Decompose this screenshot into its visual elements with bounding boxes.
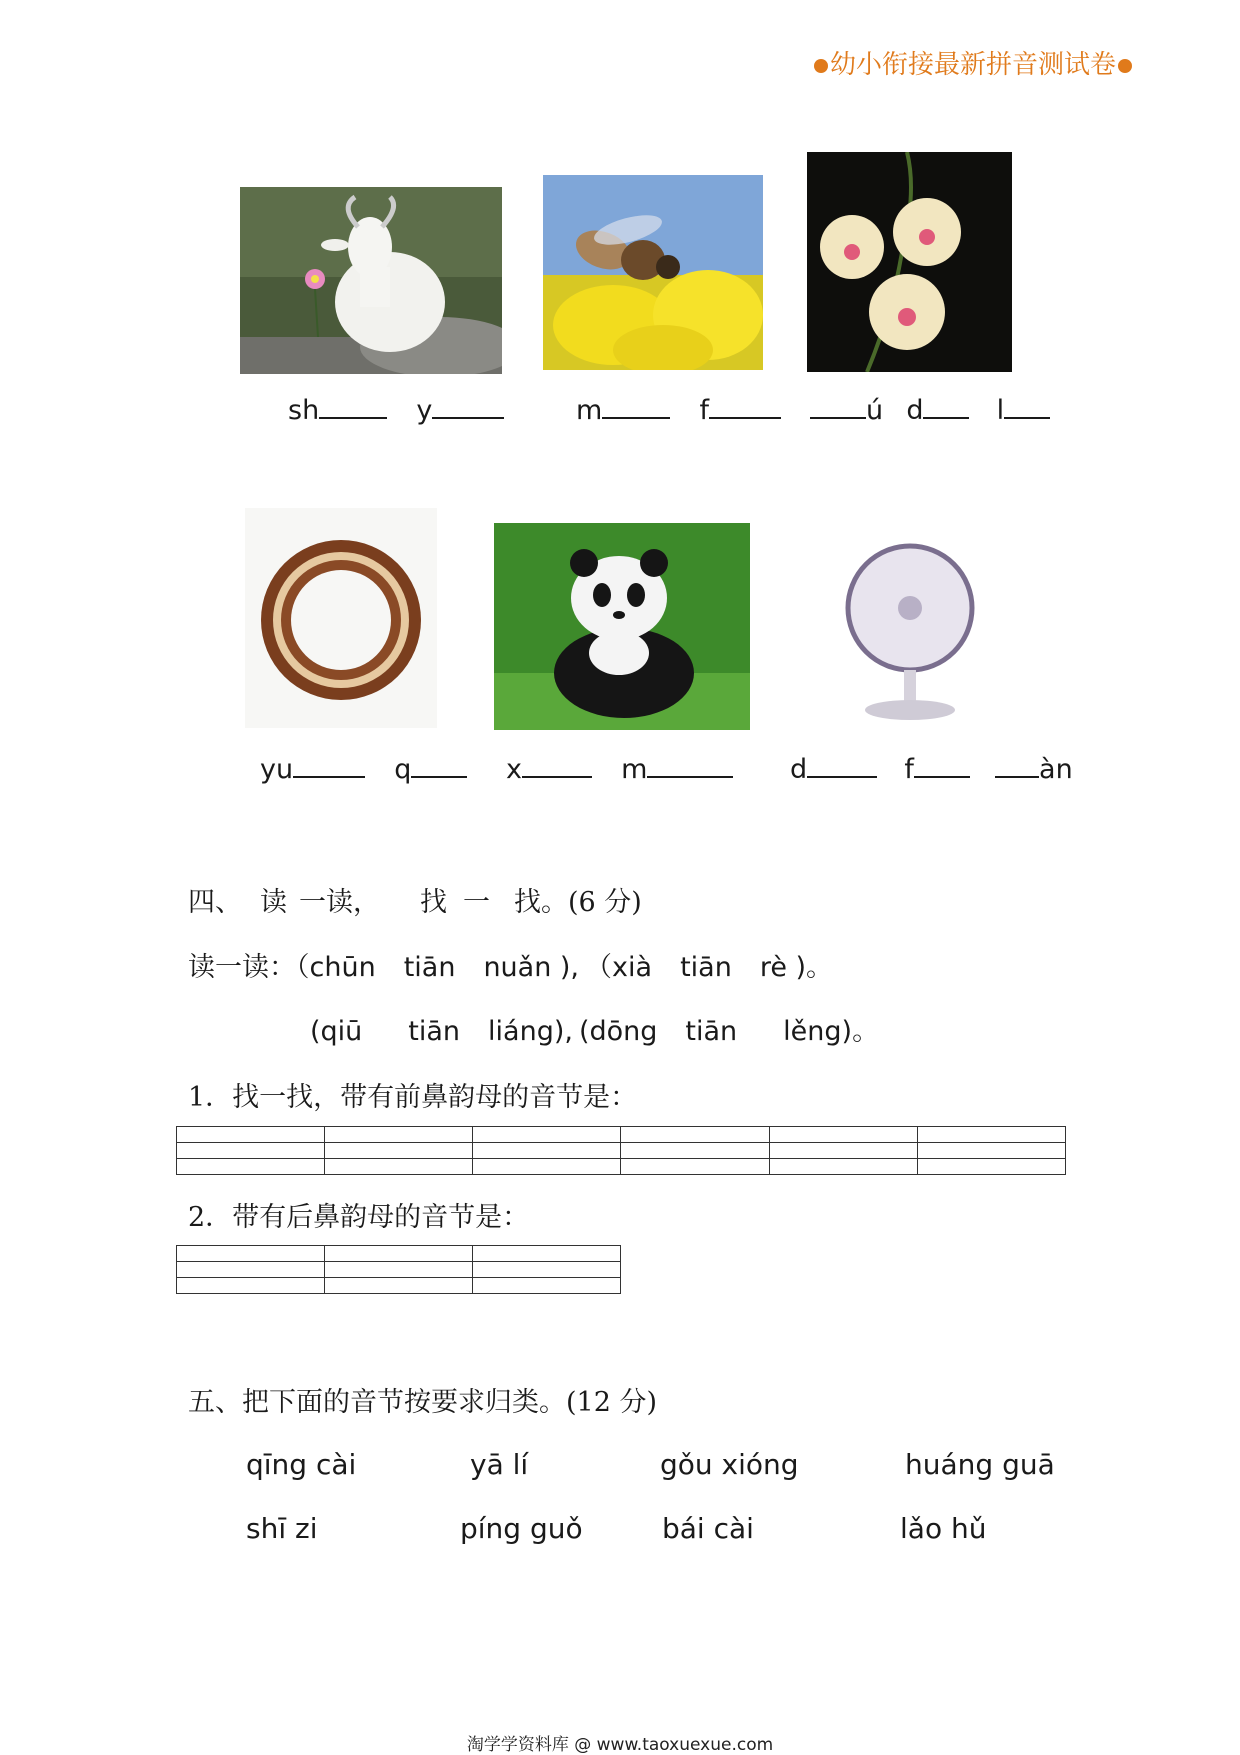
- header-title: 幼小衔接最新拼音测试卷: [830, 50, 1117, 80]
- page-footer: 淘学学资料库 @ www.taoxuexue.com: [466, 1735, 774, 1755]
- answer-blank[interactable]: [319, 393, 387, 419]
- bee-icon: [543, 175, 763, 370]
- pinyin-blank-label: d f àn: [790, 754, 1073, 785]
- syllable-word: gǒu xióng: [660, 1448, 799, 1481]
- pinyin-blank-label: ú d l: [810, 393, 1050, 426]
- section-5-title: 五、把下面的音节按要求归类。(12 分): [188, 1387, 658, 1418]
- fan-icon: [838, 530, 983, 730]
- answer-blank[interactable]: [647, 752, 733, 778]
- syllable-word: bái cài: [662, 1512, 754, 1545]
- syllable-word: huáng guā: [905, 1448, 1055, 1481]
- answer-blank[interactable]: [807, 752, 877, 778]
- answer-blank[interactable]: [522, 752, 592, 778]
- answer-blank[interactable]: [432, 393, 504, 419]
- answer-blank[interactable]: [923, 393, 969, 419]
- syllable-word: shī zi: [246, 1512, 318, 1545]
- answer-blank[interactable]: [810, 393, 866, 419]
- read-line-2: (qiū tiān liáng), (dōng tiān lěng)。: [310, 1016, 880, 1047]
- bullet-dot-icon: [1118, 59, 1132, 73]
- answer-blank[interactable]: [914, 752, 970, 778]
- page-header: [812, 44, 1134, 81]
- answer-grid-back-nasal[interactable]: [176, 1245, 621, 1294]
- section-4-title: 四、 读 一读， 找 一 找。(6 分): [188, 887, 642, 918]
- goat-icon: [240, 187, 502, 374]
- jade-ring-icon: [245, 508, 437, 728]
- answer-grid-front-nasal[interactable]: [176, 1126, 1066, 1175]
- syllable-word: lǎo hǔ: [900, 1512, 987, 1545]
- syllable-word: qīng cài: [246, 1448, 357, 1481]
- panda-icon: [494, 523, 750, 730]
- pinyin-blank-label: yu q: [260, 752, 467, 785]
- answer-blank[interactable]: [995, 752, 1039, 778]
- syllable-word: píng guǒ: [460, 1512, 583, 1545]
- question-1: 1．找一找，带有前鼻韵母的音节是：: [188, 1082, 638, 1113]
- orchid-icon: [807, 152, 1012, 372]
- read-line-1: 读一读：（chūn tiān nuǎn ), （xià tiān rè )。: [188, 952, 834, 983]
- answer-blank[interactable]: [293, 752, 365, 778]
- answer-blank[interactable]: [602, 393, 670, 419]
- answer-blank[interactable]: [1004, 393, 1050, 419]
- syllable-word: yā lí: [470, 1448, 529, 1481]
- pinyin-blank-label: x m: [506, 752, 733, 785]
- pinyin-blank-label: m f: [576, 393, 781, 426]
- question-2: 2．带有后鼻韵母的音节是：: [188, 1202, 530, 1233]
- answer-blank[interactable]: [411, 752, 467, 778]
- pinyin-blank-label: sh y: [288, 393, 504, 426]
- answer-blank[interactable]: [709, 393, 781, 419]
- bullet-dot-icon: [814, 59, 828, 73]
